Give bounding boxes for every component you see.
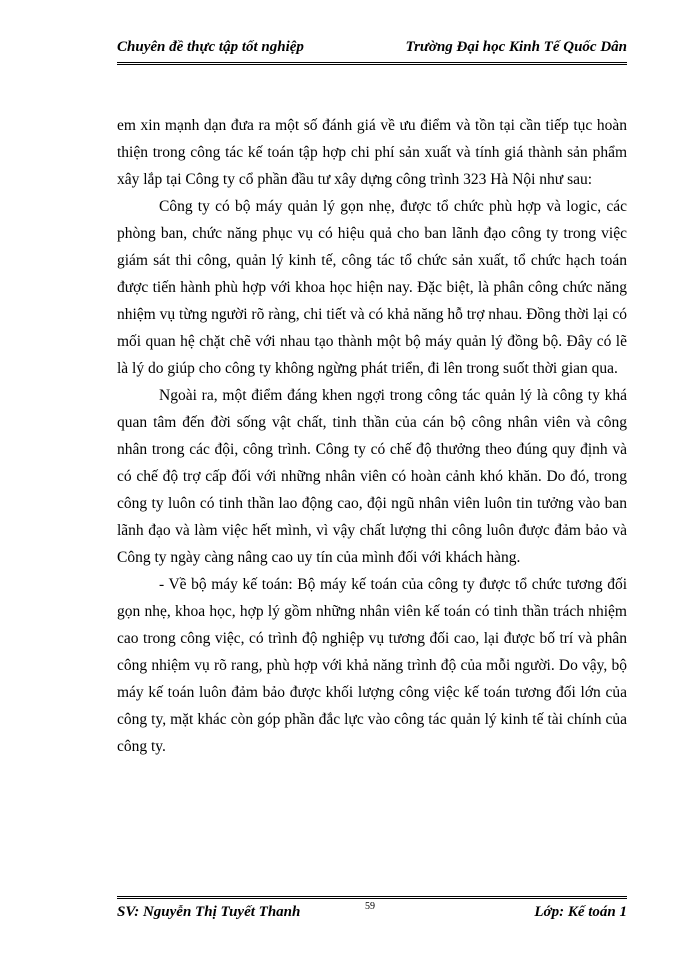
page-header [117,38,627,65]
page-footer [117,896,627,929]
paragraph-management-structure: Công ty có bộ máy quản lý gọn nhẹ, được tổ chức phù hợp và logic, các phòng ban, chức năng phục vụ có hiệu quả cho ban lãnh đạo công ty trong việc giám sát thi công, quản lý kinh tế, công tác tổ chức sản xuất, tổ chức hạch toán được tiến hành phù hợp với khoa học hiện nay. Đặc biệt, là phân công chức năng nhiệm vụ từng người rõ ràng, chi tiết và có khả năng hỗ trợ nhau. Đồng thời lại có mối quan hệ chặt chẽ với nhau tạo thành một bộ máy quản lý đồng bộ. Đây có lẽ là lý do giúp cho công ty không ngừng phát triển, đi lên trong suốt thời gian qua. [117,198,627,377]
paragraph-accounting-apparatus: - Về bộ máy kế toán: Bộ máy kế toán của công ty được tổ chức tương đối gọn nhẹ, khoa học, hợp lý gồm những nhân viên kế toán có tinh thần trách nhiệm cao trong công việc, có trình độ nghiệp vụ tương đối cao, lại được bố trí và phân công nhiệm vụ rõ rang, phù hợp với khả năng trình độ của mỗi người. Do vậy, bộ máy kế toán luôn đảm bảo được khối lượng công việc kế toán tương đối lớn của công ty, mặt khác còn góp phần đắc lực vào công tác quản lý kinh tế tài chính của công ty. [117,576,627,755]
header-document-title: Chuyên đề thực tập tốt nghiệp [117,39,304,55]
header-university-name: Trường Đại học Kinh Tế Quốc Dân [405,39,627,55]
footer-student-name: SV: Nguyễn Thị Tuyết Thanh [117,904,301,920]
paragraph-intro: em xin mạnh dạn đưa ra một số đánh giá về ưu điểm và tồn tại cần tiếp tục hoàn thiện trong công tác kế toán tập hợp chi phí sản xuất và tính giá thành sản phẩm xây lắp tại Công ty cổ phần đầu tư xây dựng công trình 323 Hà Nội như sau: [117,117,627,188]
page-number: 59 [365,901,375,912]
paragraph-employee-care: Ngoài ra, một điểm đáng khen ngợi trong công tác quản lý là công ty khá quan tâm đến đời sống vật chất, tinh thần của cán bộ công nhân viên và công nhân trong các đội, công trình. Công ty có chế độ thưởng theo đúng quy định và có chế độ trợ cấp đối với những nhân viên có hoàn cảnh khó khăn. Do đó, trong công ty luôn có tinh thần lao động cao, đội ngũ nhân viên luôn tin tưởng vào ban lãnh đạo và làm việc hết mình, vì vậy chất lượng thi công luôn được đảm bảo và Công ty ngày càng nâng cao uy tín của mình đối với khách hàng. [117,387,627,566]
footer-class-name: Lớp: Kế toán 1 [534,904,627,920]
document-body [117,112,627,760]
